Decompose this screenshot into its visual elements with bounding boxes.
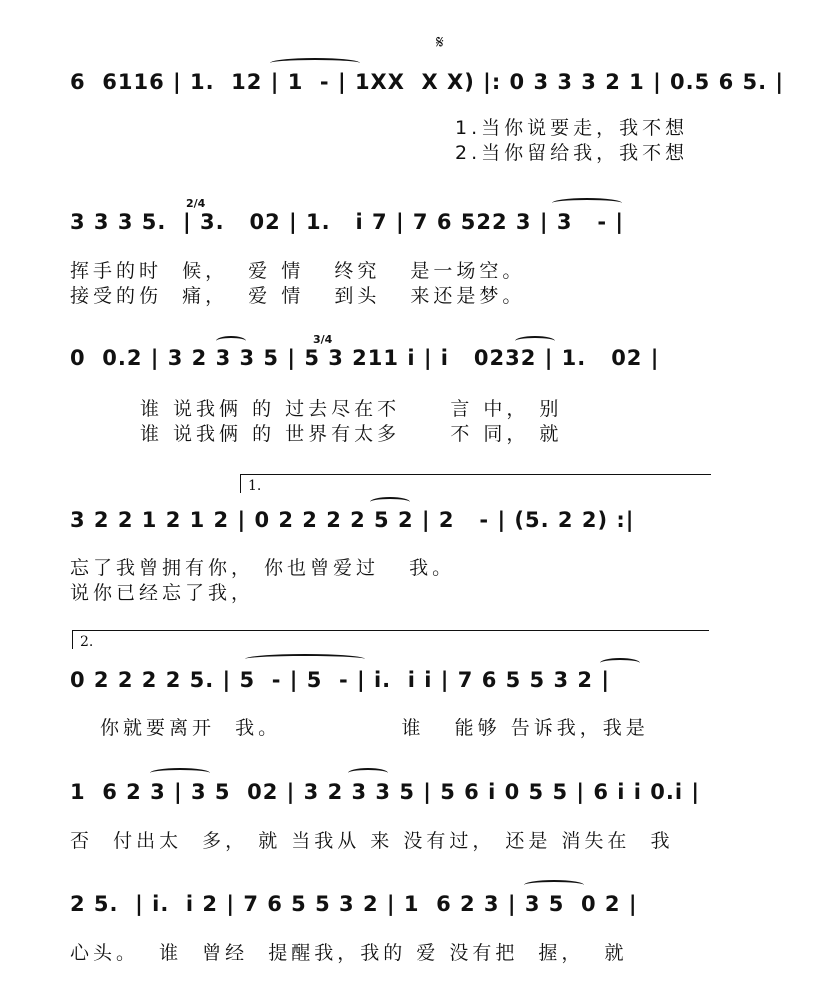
- time-signature: 3/4: [313, 333, 333, 346]
- lyric-line-3b: 谁 说我俩 的 世界有太多 不 同， 就: [140, 423, 563, 445]
- notation-line-4: 3 2 2 1 2 1 2 | 0 2 2 2 2 5 2 | 2 - | (5. 2 2) :|: [70, 508, 635, 532]
- lyric-line-5: 你就要离开 我。 谁 能够 告诉我，我是: [100, 717, 649, 739]
- lyric-line-1a: 1.当你说要走，我不想: [455, 117, 689, 139]
- volta-label-1: 1.: [248, 478, 262, 494]
- lyric-line-7: 心头。 谁 曾经 提醒我，我的 爱 没有把 握， 就: [70, 942, 628, 964]
- slur-mark: [150, 768, 210, 778]
- slur-mark: [216, 336, 246, 346]
- lyric-line-1b: 2.当你留给我，我不想: [455, 142, 689, 164]
- volta-bracket-2: [72, 630, 709, 649]
- segno-sign: 𝄋: [436, 32, 444, 53]
- notation-line-7: 2 5. | i. i 2 | 7 6 5 5 3 2 | 1 6 2 3 | 3 5 0 2 |: [70, 892, 638, 916]
- volta-bracket-1: [240, 474, 711, 493]
- slur-mark: [515, 336, 555, 346]
- lyric-line-4a: 忘了我曾拥有你， 你也曾爱过 我。: [70, 557, 456, 579]
- slur-mark: [552, 198, 622, 208]
- lyric-line-2b: 接受的伤 痛， 爱 情 到头 来还是梦。: [70, 285, 526, 307]
- lyric-line-3a: 谁 说我俩 的 过去尽在不 言 中， 别: [140, 398, 563, 420]
- lyric-line-2a: 挥手的时 候， 爱 情 终究 是一场空。: [70, 260, 526, 282]
- volta-label-2: 2.: [80, 634, 94, 650]
- slur-mark: [245, 654, 365, 664]
- lyric-line-4b: 说你已经忘了我，: [70, 582, 255, 604]
- slur-mark: [370, 497, 410, 507]
- slur-mark: [348, 768, 388, 778]
- time-signature: 2/4: [186, 197, 206, 210]
- notation-line-3: 0 0.2 | 3 2 3 3 5 | 5 3 211 i | i 0232 | 1. 02 |: [70, 346, 660, 370]
- notation-line-5: 0 2 2 2 2 5. | 5 - | 5 - | i. i i | 7 6 5 5 3 2 |: [70, 668, 610, 692]
- notation-line-6: 1 6 2 3 | 3 5 02 | 3 2 3 3 5 | 5 6 i 0 5 5 | 6 i i 0.i |: [70, 780, 701, 804]
- notation-line-2: 3 3 3 5. | 3. 02 | 1. i 7 | 7 6 522 3 | 3 - |: [70, 210, 625, 234]
- slur-mark: [600, 658, 640, 668]
- slur-mark: [524, 880, 584, 890]
- slur-mark: [270, 58, 360, 68]
- lyric-line-6: 否 付出太 多， 就 当我从 来 没有过， 还是 消失在 我: [70, 830, 674, 852]
- notation-line-1: 6 6116 | 1. 12 | 1 - | 1XX X X) |: 0 3 3 3 2 1 | 0.5 6 5. |: [70, 70, 785, 94]
